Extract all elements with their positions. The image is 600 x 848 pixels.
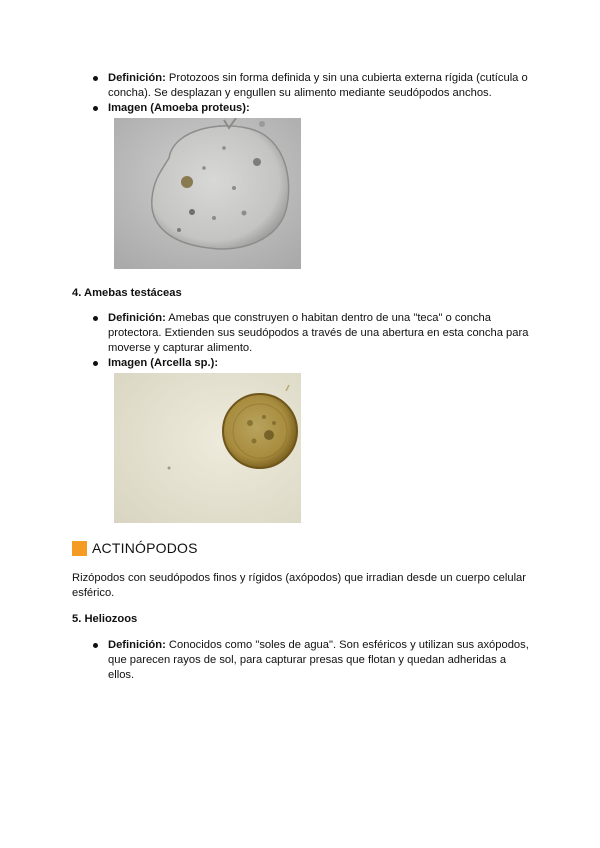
bullet-definicion-heliozoos	[93, 638, 533, 683]
bullet-dot	[93, 361, 98, 366]
heading-amebas-testaceas: 4. Amebas testáceas	[72, 287, 182, 299]
imagen-label: Imagen (Amoeba proteus):	[108, 102, 250, 114]
heading-heliozoos: 5. Heliozoos	[72, 613, 138, 625]
section-title-text: ACTINÓPODOS	[92, 540, 198, 556]
bullet-list-arcella	[93, 311, 533, 371]
definicion-text: Protozoos sin forma definida y sin una cubierta externa rígida (cutícula o concha). Se desplazan y engullen su alimento mediante seudópodos anchos.	[108, 72, 528, 99]
orange-square-icon	[72, 541, 87, 556]
actinopodos-description: Rizópodos con seudópodos finos y rígidos (axópodos) que irradian desde un cuerpo celular esférico.	[72, 572, 527, 599]
bullet-imagen-arcella	[93, 356, 533, 371]
definicion-label: Definición:	[108, 639, 166, 651]
bullet-list-heliozoos	[93, 638, 533, 683]
section-title-actinopodos	[72, 541, 198, 556]
bullet-list-amoeba	[93, 71, 533, 116]
definicion-text: Amebas que construyen o habitan dentro de una "teca" o concha protectora. Extienden sus seudópodos a través de una abertura en esta concha para moverse y capturar alimento.	[108, 312, 529, 354]
bullet-dot	[93, 106, 98, 111]
imagen-label: Imagen (Arcella sp.):	[108, 357, 219, 369]
definicion-label: Definición:	[108, 312, 166, 324]
amoeba-proteus-image	[114, 118, 301, 269]
bullet-dot	[93, 76, 98, 81]
definicion-text: Conocidos como "soles de agua". Son esféricos y utilizan sus axópodos, que parecen rayos de sol, para capturar presas que flotan y quedan adheridas a ellos.	[108, 639, 529, 681]
bullet-dot	[93, 643, 98, 648]
bullet-definicion-amoeba	[93, 71, 533, 101]
bullet-definicion-arcella	[93, 311, 533, 356]
arcella-image	[114, 373, 301, 523]
bullet-imagen-amoeba	[93, 101, 533, 116]
definicion-label: Definición:	[108, 72, 166, 84]
bullet-dot	[93, 316, 98, 321]
